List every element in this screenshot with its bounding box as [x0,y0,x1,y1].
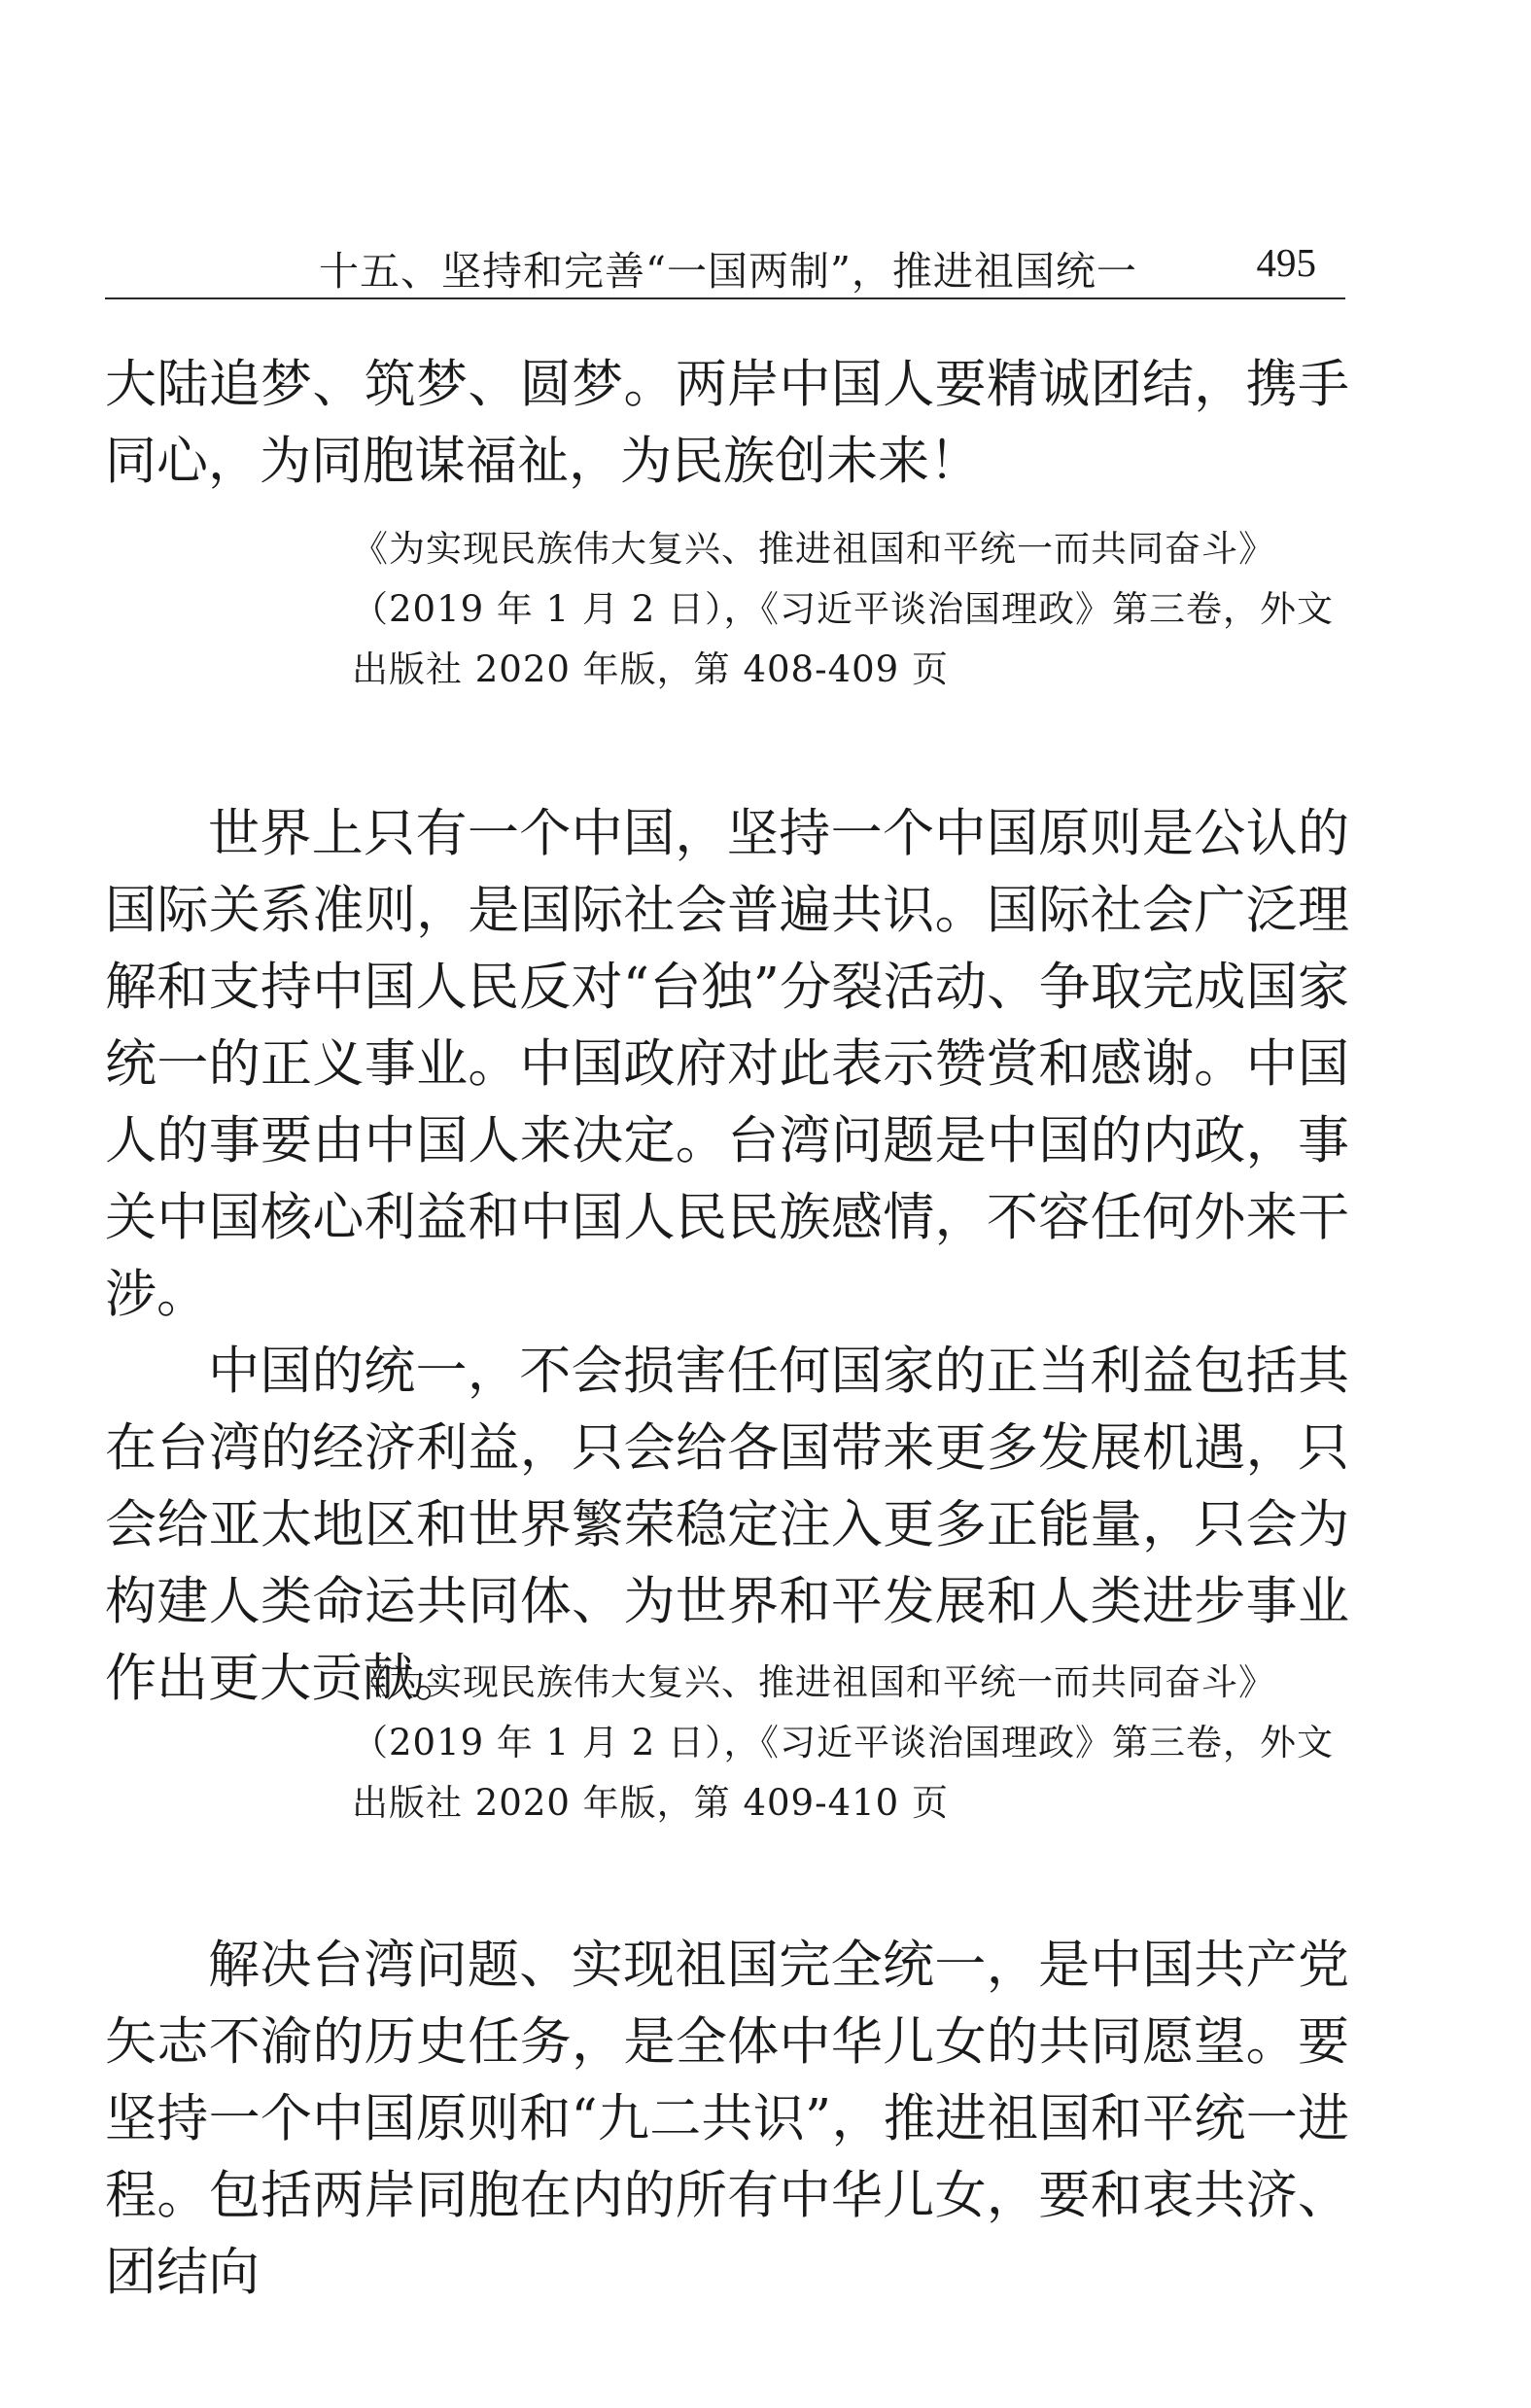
paragraph-continued: 大陆追梦、筑梦、圆梦。两岸中国人要精诚团结，携手同心，为同胞谋福祉，为民族创未来！ [105,355,1349,491]
citation-line: （2019 年 1 月 2 日），《习近平谈治国理政》第三卷，外文 [352,588,1335,630]
citation-line: （2019 年 1 月 2 日），《习近平谈治国理政》第三卷，外文 [352,1722,1335,1763]
page-number: 495 [1256,240,1316,285]
paragraph: 解决台湾问题、实现祖国完全统一，是中国共产党矢志不渝的历史任务，是全体中华儿女的共同愿望。要坚持一个中国原则和“九二共识”，推进祖国和平统一进程。包括两岸同胞在内的所有中华儿女，要和衷共济、团结向 [105,1936,1349,2302]
citation-line: 《为实现民族伟大复兴、推进祖国和平统一而共同奋斗》 [352,1661,1275,1703]
text-block-3 [105,1927,1349,2311]
paragraph: 世界上只有一个中国，坚持一个中国原则是公认的国际关系准则，是国际社会普遍共识。国际社会广泛理解和支持中国人民反对“台独”分裂活动、争取完成国家统一的正义事业。中国政府对此表示赞赏和感谢。中国人的事要由中国人来决定。台湾问题是中国的内政，事关中国核心利益和中国人民民族感情，不容任何外来干涉。 [105,804,1349,1324]
paragraph: 中国的统一，不会损害任何国家的正当利益包括其在台湾的经济利益，只会给各国带来更多发展机遇，只会给亚太地区和世界繁荣稳定注入更多正能量，只会为构建人类命运共同体、为世界和平发展和人类进步事业作出更大贡献。 [105,1342,1349,1708]
chapter-title: 十五、坚持和完善“一国两制”，推进祖国统一 [319,248,1137,295]
citation-2 [352,1653,1347,1833]
citation-1 [352,519,1347,700]
citation-line: 《为实现民族伟大复兴、推进祖国和平统一而共同奋斗》 [352,528,1275,570]
text-block-1 [105,346,1349,500]
text-block-2 [105,795,1349,1717]
running-header [105,231,1345,295]
citation-line: 出版社 2020 年版，第 408-409 页 [352,648,949,690]
citation-line: 出版社 2020 年版，第 409-410 页 [352,1782,949,1824]
header-divider [105,297,1345,299]
